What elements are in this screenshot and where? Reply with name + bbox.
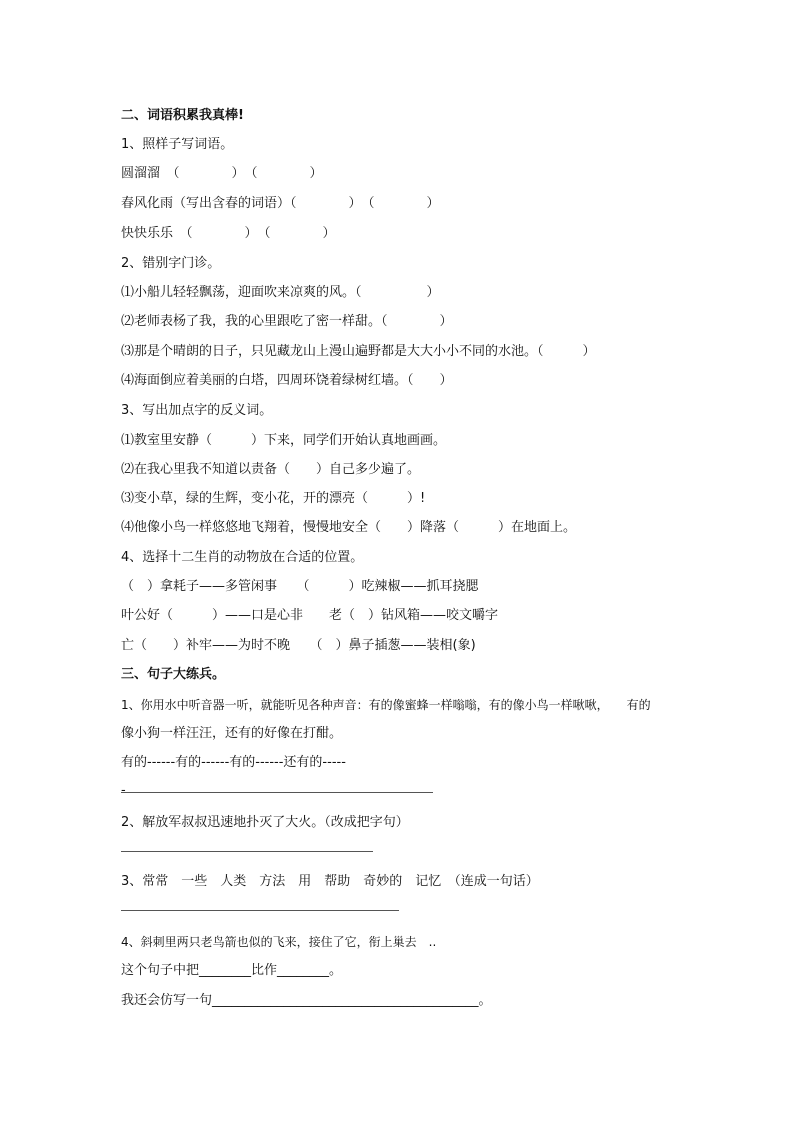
q4-label: 4、选择十二生肖的动物放在合适的位置。 [121,550,364,565]
section-3-title: 三、句子大练兵。 [121,667,226,682]
q2-line-2: ⑵老师表杨了我，我的心里跟吃了密一样甜。（ ） [121,314,453,329]
s3-q3-line-1: 3、常常 一些 人类 方法 用 帮助 奇妙的 记忆 （连成一句话） [121,874,539,889]
answer-line-3 [121,910,399,911]
q2-line-4: ⑷海面倒应着美丽的白塔，四周环饶着绿树红墙。（ ） [121,373,453,388]
q3-line-4: ⑷他像小鸟一样悠悠地飞翔着，慢慢地安全（ ）降落（ ）在地面上。 [121,520,577,535]
q2-label: 2、错别字门诊。 [121,256,221,271]
answer-line-2 [121,851,373,852]
s3-q4-line-3: 我还会仿写一句_________________________________________。 [121,993,492,1008]
q1-line-3: 快快乐乐 （ ） （ ） [121,226,336,241]
s3-q4-line-2: 这个句子中把________比作________。 [121,963,343,978]
q3-label: 3、写出加点字的反义词。 [121,403,273,418]
q1-line-1: 圆溜溜 （ ） （ ） [121,166,323,181]
q3-line-1: ⑴教室里安静（ ）下来，同学们开始认真地画画。 [121,433,447,448]
s3-q1-line-4: - [121,783,126,798]
q4-line-3: 亡（ ）补牢——为时不晚 （ ）鼻子插葱——装相(象) [121,638,476,653]
q4-line-1: （ ）拿耗子——多管闲事 （ ）吃辣椒——抓耳挠腮 [121,579,479,594]
section-2-title: 二、词语积累我真棒! [121,108,244,123]
q2-line-3: ⑶那是个晴朗的日子，只见藏龙山上漫山遍野都是大大小小不同的水池。（ ） [121,344,596,359]
s3-q1-line-2: 像小狗一样汪汪，还有的好像在打酣。 [121,726,343,741]
q3-line-2: ⑵在我心里我不知道以责备（ ）自己多少遍了。 [121,462,421,477]
q1-line-2: 春风化雨（写出含春的词语）（ ） （ ） [121,196,440,211]
s3-q4-line-1: 4、斜刺里两只老鸟箭也似的飞来，接住了它，衔上巢去 .. [121,935,437,949]
q3-line-3: ⑶变小草，绿的生辉，变小花，开的漂亮（ ）! [121,491,426,506]
q1-label: 1、照样子写词语。 [121,137,234,152]
answer-line-1 [121,792,433,793]
s3-q1-line-3: 有的------有的------有的------还有的----- [121,755,346,770]
q4-line-2: 叶公好（ ）——口是心非 老（ ）钻风箱——咬文嚼字 [121,608,499,623]
s3-q1-line-1: 1、你用水中听音器一听，就能听见各种声音：有的像蜜蜂一样嗡嗡，有的像小鸟一样啾啾， 有的 [121,698,651,712]
q2-line-1: ⑴小船儿轻轻飘荡，迎面吹来凉爽的风。（ ） [121,285,440,300]
s3-q2-line-1: 2、解放军叔叔迅速地扑灭了大火。（改成把字句） [121,815,409,830]
